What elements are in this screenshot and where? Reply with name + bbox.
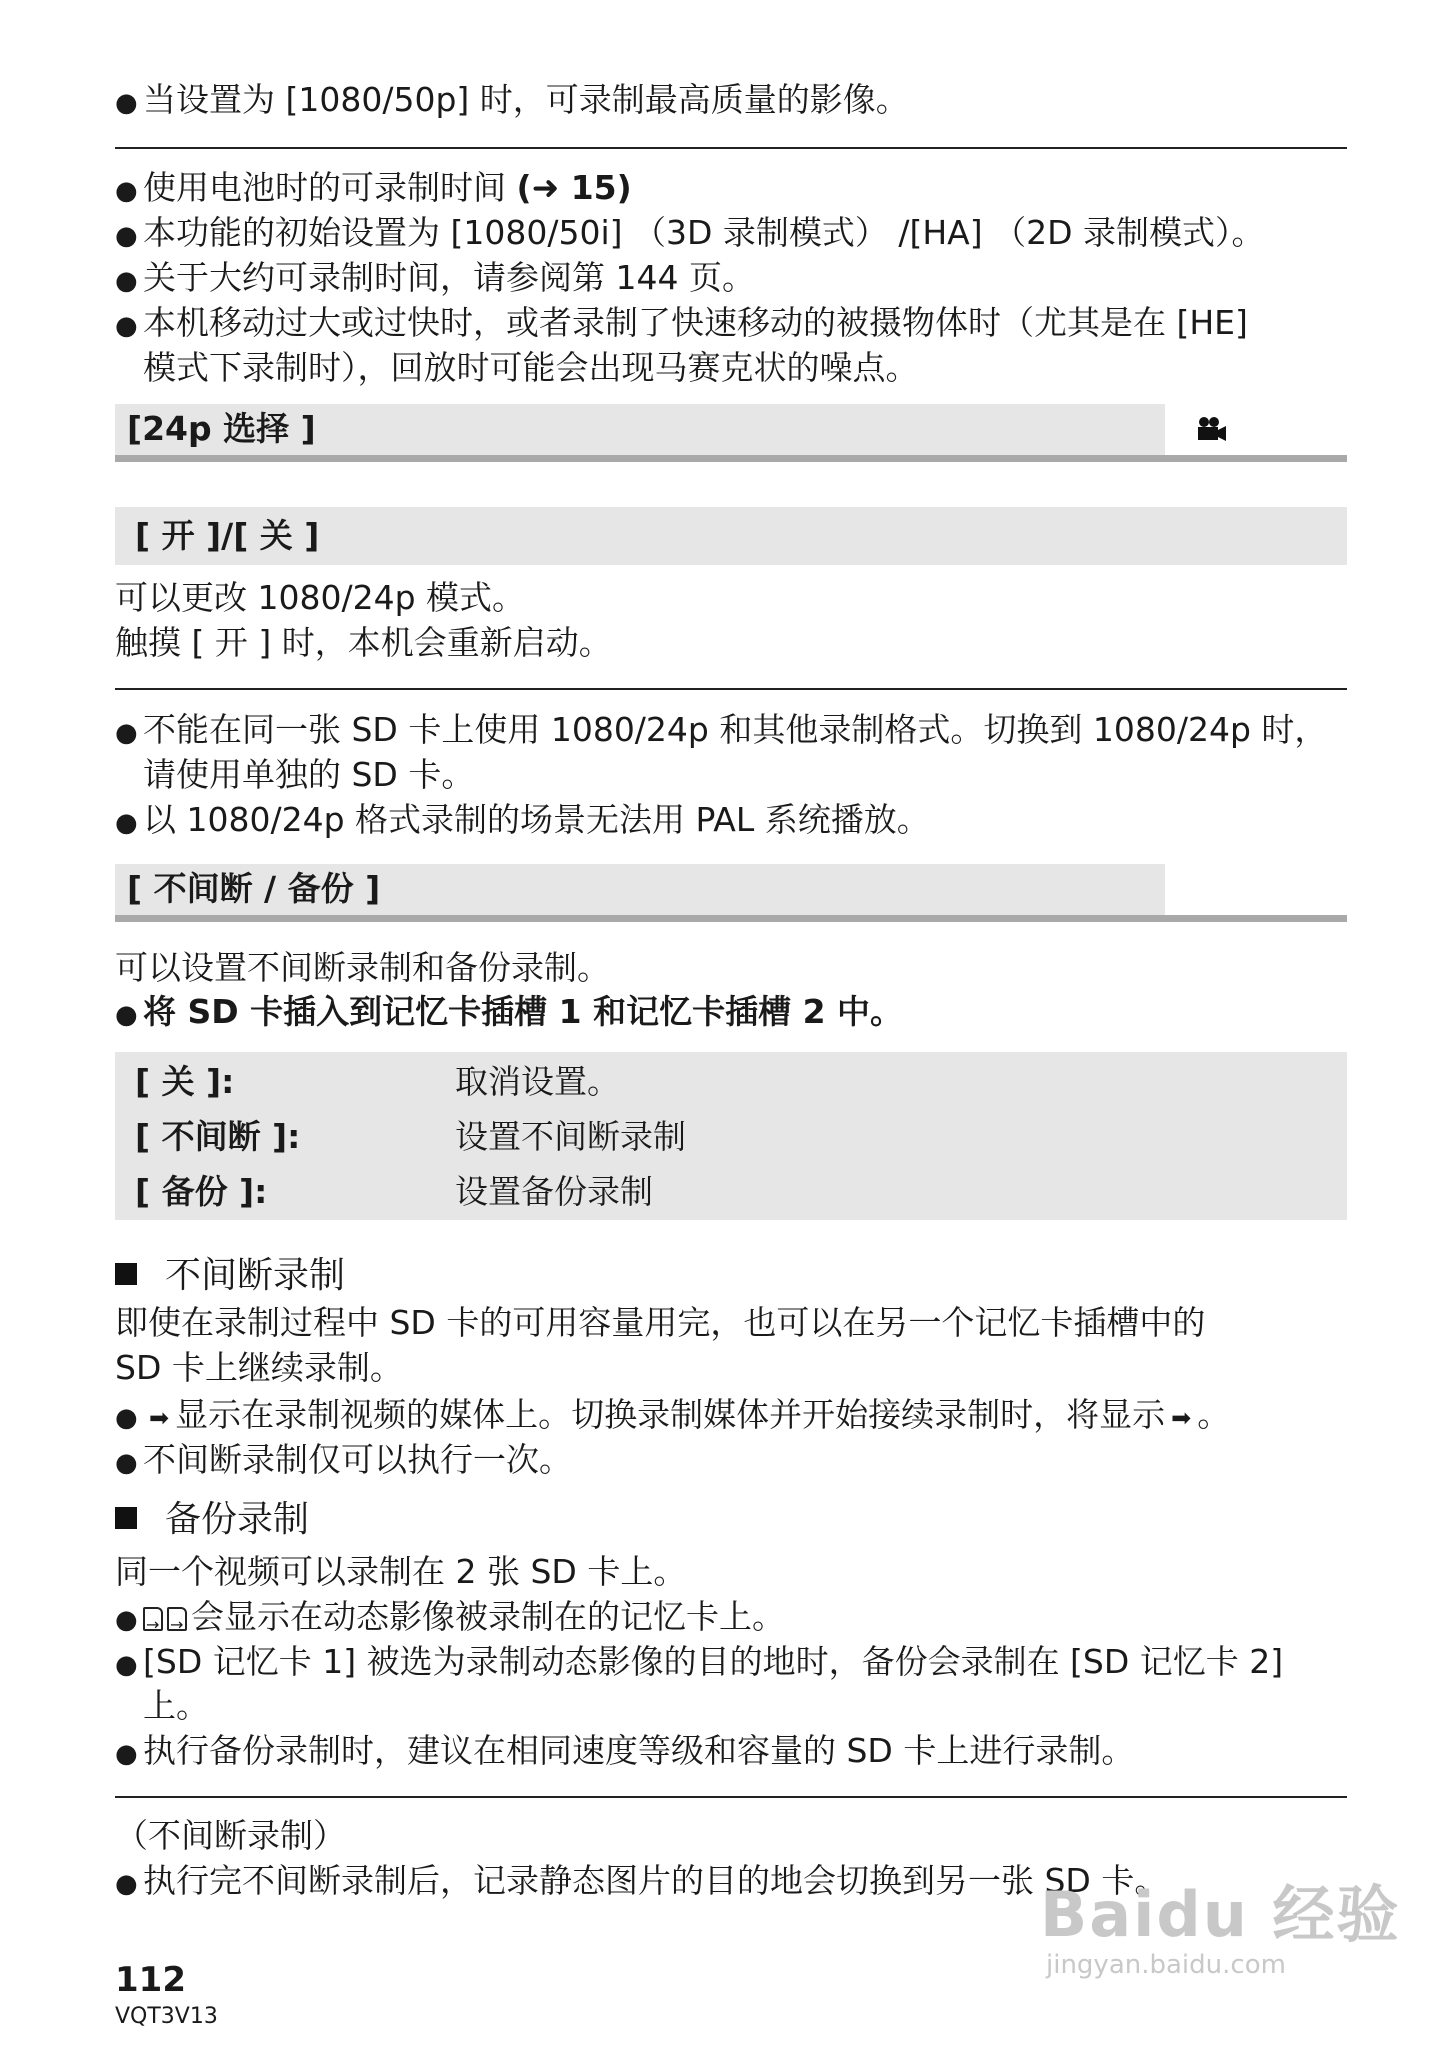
desc-text: 即使在录制过程中 SD 卡的可用容量用完，也可以在另一个记忆卡插槽中的	[115, 1303, 1206, 1342]
option-bar-24p	[115, 507, 1347, 565]
subsection-title-relay	[115, 1254, 345, 1298]
option-key: [ 备份 ]:	[135, 1172, 268, 1211]
option-key: [ 不间断 ]:	[135, 1117, 301, 1156]
footer-note	[115, 1861, 1167, 1904]
note-relay-once	[115, 1440, 572, 1483]
desc-text: SD 卡上继续录制。	[115, 1348, 403, 1387]
bullet-top	[115, 80, 909, 123]
footer-note-label: （不间断录制）	[115, 1816, 346, 1855]
note-text: 本机移动过大或过快时，或者录制了快速移动的被摄物体时（尤其是在 [HE]	[143, 303, 1248, 342]
bullet-dot: ●	[115, 266, 138, 296]
note-text: 不能在同一张 SD 卡上使用 1080/24p 和其他录制格式。切换到 1080/24p 时，	[143, 710, 1328, 749]
note-text-continued: 模式下录制时），回放时可能会出现马赛克状的噪点。	[143, 348, 919, 387]
backup-card-icon	[143, 1607, 163, 1631]
desc-text: 可以设置不间断录制和备份录制。	[115, 948, 610, 987]
bullet-dot: ●	[115, 88, 138, 118]
note-text: [SD 记忆卡 1] 被选为录制动态影像的目的地时，备份会录制在 [SD 记忆卡 2]	[143, 1642, 1284, 1681]
bullet-dot: ●	[115, 808, 138, 838]
heading-label: [24p 选择 ]	[127, 409, 316, 448]
page-number: 112	[115, 1960, 186, 2000]
desc-text: 同一个视频可以录制在 2 张 SD 卡上。	[115, 1552, 687, 1591]
note-text: 使用电池时的可录制时间	[143, 168, 517, 207]
watermark-brand: Baidu 经验	[1040, 1878, 1401, 1951]
note-text: 不间断录制仅可以执行一次。	[143, 1440, 572, 1479]
bullet-dot: ●	[115, 1739, 138, 1769]
bullet-dot: ●	[115, 311, 138, 341]
note-text: 关于大约可录制时间，请参阅第 144 页。	[143, 258, 755, 297]
note-text-continued: 请使用单独的 SD 卡。	[143, 755, 475, 794]
divider	[115, 688, 1347, 690]
subsection-title-text: 不间断录制	[165, 1255, 346, 1296]
watermark-url: jingyan.baidu.com	[1046, 1950, 1286, 1980]
option-value: 设置不间断录制	[455, 1117, 686, 1156]
note-text: 执行完不间断录制后，记录静态图片的目的地会切换到另一张 SD 卡。	[143, 1861, 1168, 1900]
note-text-continued: 上。	[143, 1686, 209, 1725]
bullet-dot: ●	[115, 1869, 138, 1899]
square-bullet-icon	[115, 1507, 137, 1529]
option-value: 设置备份录制	[455, 1172, 653, 1211]
bullet-text: 当设置为 [1080/50p] 时，可录制最高质量的影像。	[143, 80, 909, 119]
bullet-dot: ●	[115, 221, 138, 251]
page-reference: (➜ 15)	[516, 168, 632, 207]
desc-text: 触摸 [ 开 ] 时，本机会重新启动。	[115, 623, 612, 662]
square-bullet-icon	[115, 1263, 137, 1285]
note-24p-format	[115, 710, 1327, 753]
relay-arrow-icon: ➡	[1171, 1404, 1192, 1432]
option-value: 取消设置。	[455, 1062, 620, 1101]
note-text: 执行备份录制时，建议在相同速度等级和容量的 SD 卡上进行录制。	[143, 1731, 1135, 1770]
subsection-title-text: 备份录制	[165, 1499, 310, 1540]
note-text: 。	[1197, 1395, 1231, 1434]
desc-text: 可以更改 1080/24p 模式。	[115, 578, 526, 617]
note-text: 本功能的初始设置为 [1080/50i] （3D 录制模式） /[HA] （2D 录制模式）。	[143, 213, 1265, 252]
backup-card-icon	[167, 1607, 187, 1631]
relay-arrow-icon: ➡	[149, 1404, 170, 1432]
video-camera-icon	[1195, 415, 1227, 443]
divider	[115, 147, 1347, 149]
note-text: 会显示在动态影像被录制在的记忆卡上。	[191, 1597, 785, 1636]
bullet-dot: ●	[115, 176, 138, 206]
bullet-dot: ●	[115, 1000, 138, 1030]
note-insert-cards	[115, 992, 903, 1035]
document-code: VQT3V13	[115, 2004, 218, 2029]
bullet-dot: ●	[115, 1650, 138, 1680]
note-approx-time	[115, 258, 755, 301]
note-text: 以 1080/24p 格式录制的场景无法用 PAL 系统播放。	[143, 800, 930, 839]
note-pal	[115, 800, 930, 843]
subsection-title-backup	[115, 1498, 309, 1542]
note-relay-icon	[115, 1395, 1230, 1438]
note-text: 将 SD 卡插入到记忆卡插槽 1 和记忆卡插槽 2 中。	[143, 992, 904, 1031]
note-backup-recommend	[115, 1731, 1134, 1774]
note-backup-icon	[115, 1597, 785, 1640]
option-label: [ 开 ]/[ 关 ]	[135, 516, 320, 555]
divider	[115, 1796, 1347, 1798]
note-mosaic-noise	[115, 303, 1248, 346]
watermark	[1040, 1880, 1400, 1980]
section-heading-relay-backup	[115, 864, 1347, 922]
option-key: [ 关 ]:	[135, 1062, 235, 1101]
bullet-dot: ●	[115, 1605, 138, 1635]
bullet-dot: ●	[115, 1403, 138, 1433]
options-table	[115, 1052, 1347, 1220]
bullet-dot: ●	[115, 1448, 138, 1478]
section-heading-24p	[115, 404, 1347, 462]
note-backup-destination	[115, 1642, 1283, 1685]
heading-label: [ 不间断 / 备份 ]	[127, 869, 381, 908]
note-battery-time	[115, 168, 632, 211]
bullet-dot: ●	[115, 718, 138, 748]
note-initial-setting	[115, 213, 1265, 256]
note-text: 显示在录制视频的媒体上。切换录制媒体并开始接续录制时，将显示	[175, 1395, 1166, 1434]
